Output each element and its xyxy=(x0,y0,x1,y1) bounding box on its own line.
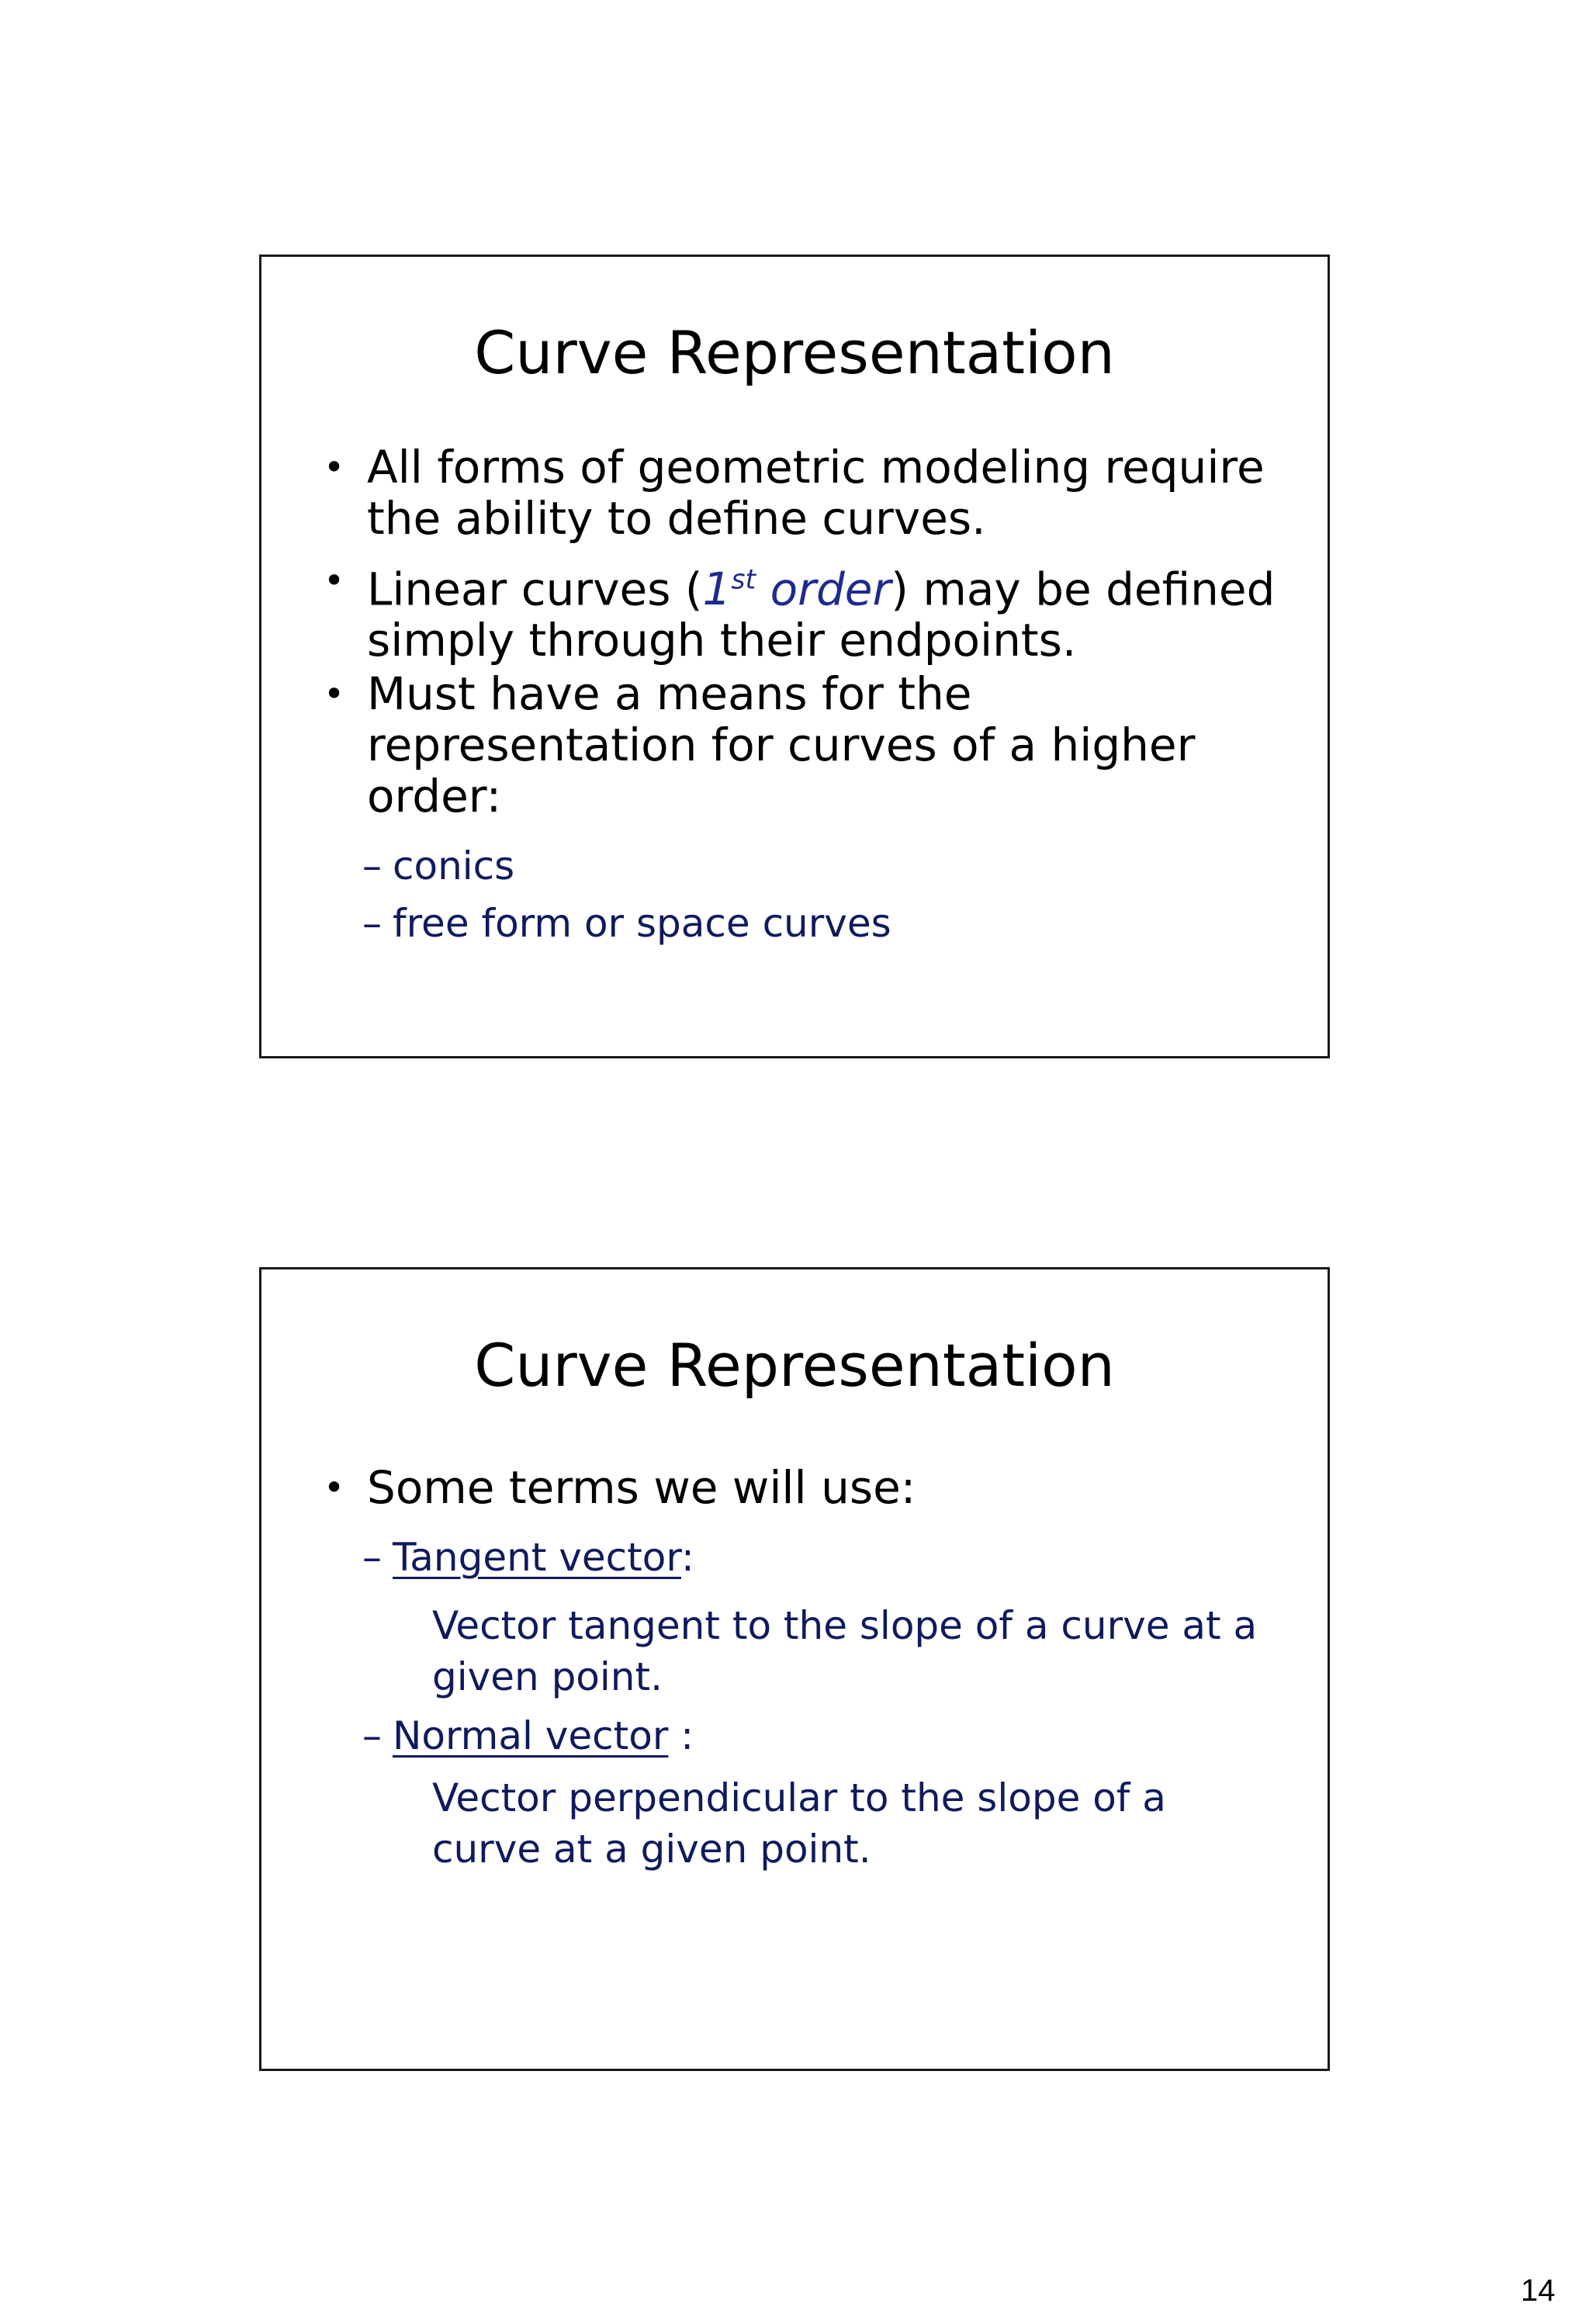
ordinal-suffix: st xyxy=(731,565,756,596)
sub-bullet-text: conics xyxy=(393,843,515,888)
dash-glyph: – xyxy=(362,1713,382,1758)
bullet-item xyxy=(324,1462,1278,1513)
emphasis-text xyxy=(702,563,891,615)
sub-bullet-text: free form or space curves xyxy=(393,901,891,946)
ordinal-number: 1 xyxy=(702,563,732,616)
bullet-text: Must have a means for the representation for curves of a higher order: xyxy=(367,667,1196,823)
term-suffix: : xyxy=(668,1713,694,1758)
dash-glyph: – xyxy=(362,1535,382,1580)
dash-glyph: – xyxy=(362,901,382,946)
bullet-text: Some terms we will use: xyxy=(367,1461,916,1514)
bullet-item xyxy=(324,668,1278,822)
term-label-normal: Normal vector xyxy=(393,1713,669,1758)
term-description-tangent: Vector tangent to the slope of a curve at a given point. xyxy=(432,1603,1258,1699)
slide-2 xyxy=(259,1267,1330,2071)
term-suffix: : xyxy=(681,1535,694,1580)
page-number: 14 xyxy=(1521,2274,1556,2308)
slide-title: Curve Representation xyxy=(474,1331,1115,1400)
slide-1 xyxy=(259,255,1330,1058)
slide-title: Curve Representation xyxy=(474,318,1115,387)
bullet-glyph: • xyxy=(324,446,345,488)
term-item xyxy=(362,1535,694,1580)
sub-bullet-item xyxy=(362,901,891,946)
bullet-glyph: • xyxy=(324,673,345,715)
bullet-text: All forms of geometric modeling require the ability to define curves. xyxy=(367,441,1265,545)
bullet-item xyxy=(324,442,1278,544)
bullet-glyph: • xyxy=(324,559,345,601)
term-label-tangent: Tangent vector xyxy=(393,1535,681,1580)
term-description-normal: Vector perpendicular to the slope of a curve at a given point. xyxy=(432,1775,1166,1872)
bullet-glyph: • xyxy=(324,1467,345,1508)
bullet-item xyxy=(324,555,1278,666)
order-text: order xyxy=(756,563,891,616)
bullet-text-part: Linear curves ( xyxy=(367,563,703,616)
dash-glyph: – xyxy=(362,843,382,888)
sub-bullet-item xyxy=(362,843,514,888)
term-item xyxy=(362,1713,694,1758)
first-superscript xyxy=(702,563,756,615)
bullet-text-part: ) may be defined simply through their endpoints. xyxy=(367,563,1276,667)
bullet-text xyxy=(324,555,1278,666)
